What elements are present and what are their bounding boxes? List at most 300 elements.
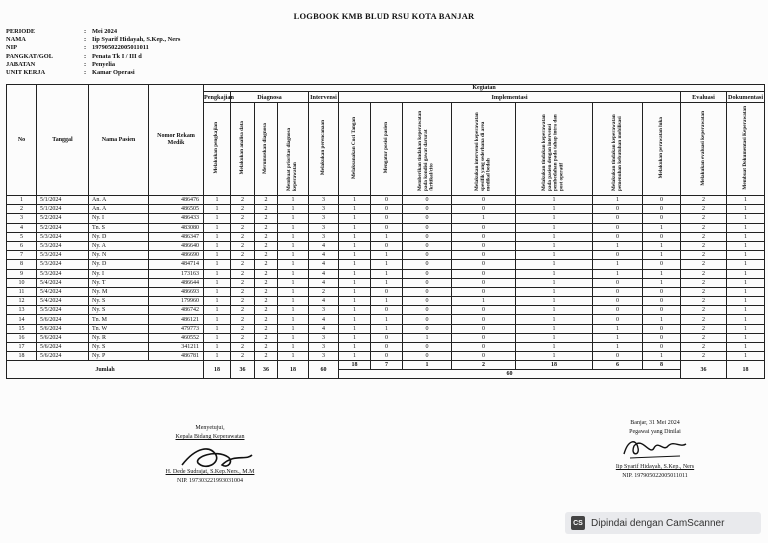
logbook-table [6, 84, 765, 379]
table-cell: An. A [89, 196, 149, 205]
table-cell: 4 [309, 324, 339, 333]
table-cell: 0 [643, 324, 681, 333]
signature-left-icon [176, 443, 256, 473]
table-cell: 1 [727, 196, 765, 205]
table-cell: 3 [309, 352, 339, 361]
table-cell: 1 [516, 214, 593, 223]
table-cell: 2 [255, 260, 278, 269]
table-cell: 0 [593, 214, 643, 223]
table-cell: 1 [204, 306, 231, 315]
table-cell: 0 [593, 297, 643, 306]
table-cell: 1 [278, 278, 309, 287]
info-row: PERIODE : Mei 2024 [6, 28, 118, 35]
table-cell: 0 [452, 223, 516, 232]
table-cell: Ny. I [89, 214, 149, 223]
table-cell: 0 [593, 278, 643, 287]
table-cell: Ny. S [89, 297, 149, 306]
table-cell: 0 [403, 251, 452, 260]
table-cell: 4 [309, 269, 339, 278]
table-cell: 4 [309, 315, 339, 324]
table-cell: 1 [643, 278, 681, 287]
table-cell: 1 [339, 278, 371, 287]
group-evaluasi: Evaluasi [681, 92, 727, 103]
table-cell: Ny. R [89, 333, 149, 342]
table-cell: 5/3/2024 [37, 241, 89, 250]
table-cell: 0 [452, 324, 516, 333]
table-cell: 1 [727, 269, 765, 278]
table-cell: 1 [516, 223, 593, 232]
table-cell: 2 [231, 287, 255, 296]
table-cell: 18 [7, 352, 37, 361]
table-cell: 2 [255, 315, 278, 324]
table-cell: 1 [516, 324, 593, 333]
total-cell: 8 [643, 361, 681, 370]
table-cell: 1 [516, 260, 593, 269]
table-cell: 1 [516, 269, 593, 278]
group-diagnosa: Diagnosa [231, 92, 309, 103]
signature-block-left: Menyetujui, Kepala Bidang Keperawatan H. Dede Sudrajat, S.Kep.Ners., M.M NIP. 197303221993031004 [140, 424, 280, 486]
table-cell: 0 [371, 343, 403, 352]
table-cell: 1 [339, 241, 371, 250]
table-row [7, 214, 765, 223]
table-cell: 1 [593, 196, 643, 205]
table-cell: 1 [204, 223, 231, 232]
table-cell: 0 [403, 260, 452, 269]
table-cell: 1 [727, 324, 765, 333]
table-cell: 1 [339, 324, 371, 333]
table-cell: 4 [309, 260, 339, 269]
table-cell: 2 [7, 205, 37, 214]
table-cell: 0 [371, 352, 403, 361]
table-cell: 5/1/2024 [37, 196, 89, 205]
table-row [7, 333, 765, 342]
table-cell: 1 [339, 297, 371, 306]
table-cell: 2 [231, 343, 255, 352]
group-dokumentasi: Dokumentasi [727, 93, 764, 101]
table-cell: 2 [255, 232, 278, 241]
table-cell: 15 [7, 324, 37, 333]
table-cell: 3 [309, 214, 339, 223]
table-cell: 2 [255, 205, 278, 214]
table-cell: 1 [727, 232, 765, 241]
table-cell: 2 [309, 287, 339, 296]
table-cell: 4 [309, 251, 339, 260]
table-cell: 6 [7, 241, 37, 250]
table-cell: 0 [403, 232, 452, 241]
table-cell: 2 [681, 306, 727, 315]
table-cell: 1 [452, 214, 516, 223]
table-cell: 0 [371, 205, 403, 214]
table-cell: 5/2/2024 [37, 223, 89, 232]
info-row: JABATAN : Penyelia [6, 60, 116, 68]
table-cell: 1 [278, 297, 309, 306]
table-cell: 1 [643, 241, 681, 250]
table-cell: 5/3/2024 [37, 232, 89, 241]
table-cell: 0 [643, 205, 681, 214]
table-cell: 1 [339, 315, 371, 324]
table-cell: 1 [278, 251, 309, 260]
table-cell: 0 [452, 196, 516, 205]
table-cell: 2 [681, 297, 727, 306]
table-cell: 2 [231, 324, 255, 333]
table-cell: 1 [278, 343, 309, 352]
table-cell: 2 [255, 324, 278, 333]
subheader-cell: Membuat prioritas diagnosa keperawatan [278, 103, 309, 196]
table-cell: 5/1/2024 [37, 205, 89, 214]
table-cell: 0 [403, 287, 452, 296]
subheader-cell: Melakukan pengkajian [204, 103, 231, 196]
table-row [7, 343, 765, 352]
table-cell: 0 [593, 315, 643, 324]
table-cell: 1 [339, 196, 371, 205]
table-cell: 1 [371, 297, 403, 306]
table-cell: 3 [309, 232, 339, 241]
subheader-cell: Mengatur posisi pasien [371, 103, 403, 196]
table-cell: 0 [452, 306, 516, 315]
table-cell: 1 [727, 306, 765, 315]
table-cell: 1 [516, 333, 593, 342]
table-cell: 2 [255, 251, 278, 260]
table-cell: Ny. N [89, 251, 149, 260]
table-cell: 1 [278, 260, 309, 269]
table-cell: 2 [681, 196, 727, 205]
table-cell: 1 [727, 343, 765, 352]
table-cell: 2 [255, 306, 278, 315]
col-no-header: No [7, 85, 37, 196]
totals-row [7, 361, 765, 370]
table-cell: 4 [309, 241, 339, 250]
table-cell: 1 [371, 232, 403, 241]
table-cell: 341211 [149, 343, 204, 352]
table-cell: 5/3/2024 [37, 269, 89, 278]
table-cell: 1 [593, 343, 643, 352]
table-cell: 3 [309, 196, 339, 205]
table-cell: 1 [339, 287, 371, 296]
table-cell: 4 [7, 223, 37, 232]
table-cell: 17 [7, 343, 37, 352]
table-row [7, 278, 765, 287]
table-cell: 0 [403, 205, 452, 214]
table-cell: Ny. T [89, 278, 149, 287]
table-cell: 5 [7, 232, 37, 241]
table-cell: 0 [452, 287, 516, 296]
table-cell: 483080 [149, 223, 204, 232]
table-cell: 1 [339, 214, 371, 223]
table-row [7, 260, 765, 269]
table-cell: 2 [231, 251, 255, 260]
table-cell: 1 [516, 278, 593, 287]
table-cell: 5/4/2024 [37, 278, 89, 287]
table-cell: 16 [7, 333, 37, 342]
subheader-cell: Membuat Dokumentasi Keperawatan [727, 103, 765, 196]
table-cell: 1 [727, 352, 765, 361]
table-row [7, 306, 765, 315]
table-cell: 1 [204, 232, 231, 241]
table-cell: 1 [516, 306, 593, 315]
jumlah-label: Jumlah [7, 361, 204, 379]
table-cell: 4 [309, 297, 339, 306]
table-cell: 0 [593, 352, 643, 361]
table-cell: 486742 [149, 306, 204, 315]
table-cell: 0 [403, 196, 452, 205]
table-cell: 0 [593, 205, 643, 214]
table-cell: 0 [643, 214, 681, 223]
info-row: PANGKAT/GOL : Penata Tk I / III d [6, 52, 142, 60]
table-cell: 0 [452, 333, 516, 342]
subheader-cell: Melakukan intervensi keperawatan spesifik yang sederhana di area medikal bedah [452, 103, 516, 196]
table-cell: 1 [643, 223, 681, 232]
table-cell: 1 [278, 352, 309, 361]
table-cell: 1 [204, 333, 231, 342]
table-cell: 5/4/2024 [37, 297, 89, 306]
table-cell: 1 [278, 205, 309, 214]
total-cell: 18 [516, 361, 593, 370]
table-cell: 2 [255, 278, 278, 287]
table-cell: 486781 [149, 352, 204, 361]
table-cell: 0 [403, 324, 452, 333]
table-cell: Ny. D [89, 260, 149, 269]
table-cell: 2 [231, 269, 255, 278]
table-cell: 1 [278, 269, 309, 278]
table-cell: 0 [371, 223, 403, 232]
table-cell: 0 [403, 352, 452, 361]
total-cell: 60 [309, 361, 339, 379]
table-cell: 1 [278, 315, 309, 324]
table-cell: Ny. D [89, 232, 149, 241]
table-cell: 0 [452, 251, 516, 260]
table-cell: 1 [371, 269, 403, 278]
table-cell: 0 [371, 214, 403, 223]
table-cell: 1 [371, 315, 403, 324]
table-cell: 2 [681, 315, 727, 324]
table-cell: 2 [231, 205, 255, 214]
table-cell: 1 [727, 214, 765, 223]
table-cell: 1 [371, 278, 403, 287]
table-cell: 0 [643, 287, 681, 296]
table-cell: 1 [204, 241, 231, 250]
table-cell: 2 [681, 269, 727, 278]
table-cell: 0 [452, 315, 516, 324]
table-cell: 1 [278, 241, 309, 250]
table-cell: 2 [231, 260, 255, 269]
table-cell: Ny. P [89, 352, 149, 361]
table-cell: 0 [593, 306, 643, 315]
table-cell: Tn. W [89, 324, 149, 333]
table-cell: 1 [593, 324, 643, 333]
table-cell: 1 [204, 278, 231, 287]
info-row: UNIT KERJA : Kamar Operasi [6, 69, 135, 77]
table-cell: 2 [231, 214, 255, 223]
signer-nip-left: NIP. 197303221993031004 [176, 478, 243, 484]
table-cell: 2 [255, 269, 278, 278]
table-cell: 0 [452, 241, 516, 250]
table-cell: 2 [231, 297, 255, 306]
table-cell: 484714 [149, 260, 204, 269]
table-cell: 0 [643, 196, 681, 205]
table-cell: 1 [727, 297, 765, 306]
table-cell: 1 [339, 205, 371, 214]
table-cell: 1 [371, 251, 403, 260]
table-cell: 1 [371, 260, 403, 269]
table-cell: 1 [593, 269, 643, 278]
table-cell: 1 [204, 269, 231, 278]
table-cell: 0 [371, 196, 403, 205]
table-cell: 0 [452, 269, 516, 278]
table-cell: 1 [727, 241, 765, 250]
group-pengkajian: Pengkajian [204, 93, 234, 101]
table-cell: 1 [516, 251, 593, 260]
table-cell: 13 [7, 306, 37, 315]
table-cell: 1 [727, 315, 765, 324]
table-cell: 0 [452, 205, 516, 214]
table-cell: 2 [231, 223, 255, 232]
col-nama-header: Nama Pasien [89, 85, 149, 196]
camscanner-icon: CS [571, 516, 585, 530]
table-cell: 3 [309, 223, 339, 232]
table-cell: 3 [309, 333, 339, 342]
table-cell: 5/4/2024 [37, 287, 89, 296]
table-cell: 0 [403, 343, 452, 352]
table-cell: 0 [452, 278, 516, 287]
table-cell: Ny. S [89, 306, 149, 315]
table-cell: 0 [593, 232, 643, 241]
table-cell: 1 [278, 287, 309, 296]
table-cell: 1 [643, 352, 681, 361]
table-row [7, 232, 765, 241]
table-cell: 1 [727, 260, 765, 269]
table-cell: 3 [309, 205, 339, 214]
table-row [7, 251, 765, 260]
table-cell: 460552 [149, 333, 204, 342]
table-cell: 5/6/2024 [37, 324, 89, 333]
table-cell: 1 [727, 223, 765, 232]
table-cell: 8 [7, 260, 37, 269]
table-cell: 486640 [149, 241, 204, 250]
signer-name-left: H. Dede Sudrajat, S.Kep.Ners., M.M [165, 469, 255, 475]
table-cell: 0 [371, 287, 403, 296]
subheader-cell: Melakukan evaluasi keperawatan [681, 103, 727, 196]
table-cell: 1 [339, 223, 371, 232]
table-cell: 2 [681, 343, 727, 352]
table-cell: 3 [309, 343, 339, 352]
table-cell: 486433 [149, 214, 204, 223]
subheader-cell: Melakukan perawatan luka [643, 103, 681, 196]
total-cell: 18 [278, 361, 309, 379]
table-cell: 1 [204, 214, 231, 223]
table-cell: 1 [727, 287, 765, 296]
table-cell: 1 [204, 297, 231, 306]
table-cell: 2 [231, 333, 255, 342]
table-cell: 0 [403, 214, 452, 223]
table-cell: 1 [727, 205, 765, 214]
table-cell: 11 [7, 287, 37, 296]
table-cell: 486644 [149, 278, 204, 287]
table-cell: 1 [339, 260, 371, 269]
table-cell: 12 [7, 297, 37, 306]
subheader-cell: Melakukan perencanaan [309, 103, 339, 196]
table-cell: 0 [643, 232, 681, 241]
table-cell: 1 [339, 352, 371, 361]
total-cell: 6 [593, 361, 643, 370]
table-cell: 486505 [149, 205, 204, 214]
table-cell: 1 [339, 251, 371, 260]
table-cell: Ny. I [89, 269, 149, 278]
table-cell: 5/6/2024 [37, 333, 89, 342]
total-cell: 18 [727, 361, 765, 379]
table-cell: 1 [643, 315, 681, 324]
table-cell: 1 [278, 214, 309, 223]
table-cell: 0 [452, 260, 516, 269]
table-cell: 5/6/2024 [37, 315, 89, 324]
table-cell: 1 [278, 232, 309, 241]
table-cell: 0 [593, 223, 643, 232]
table-cell: Ny. A [89, 241, 149, 250]
table-cell: 2 [681, 352, 727, 361]
table-row [7, 297, 765, 306]
table-cell: 4 [309, 278, 339, 287]
table-cell: 1 [339, 269, 371, 278]
subheader-cell: Melakukan analisa data [231, 103, 255, 196]
table-cell: 0 [643, 260, 681, 269]
table-cell: 2 [255, 241, 278, 250]
table-cell: 5/3/2024 [37, 251, 89, 260]
table-cell: 1 [339, 232, 371, 241]
table-row [7, 315, 765, 324]
table-cell: 0 [403, 269, 452, 278]
table-cell: 1 [204, 343, 231, 352]
table-cell: 1 [278, 196, 309, 205]
table-cell: 1 [278, 306, 309, 315]
table-cell: 1 [278, 223, 309, 232]
table-cell: 1 [204, 324, 231, 333]
table-cell: 9 [7, 269, 37, 278]
table-cell: 2 [681, 287, 727, 296]
table-cell: 5/5/2024 [37, 306, 89, 315]
table-cell: 1 [516, 315, 593, 324]
subheader-cell: Merumuskan diagnosa [255, 103, 278, 196]
table-row [7, 269, 765, 278]
signer-name-right: Iip Syarif Hidayah, S.Kep., Ners [615, 464, 695, 470]
table-cell: 2 [231, 241, 255, 250]
table-cell: 1 [516, 232, 593, 241]
table-cell: 179960 [149, 297, 204, 306]
signer-nip-right: NIP. 197905022005011011 [622, 473, 688, 479]
table-cell: 1 [278, 333, 309, 342]
table-row [7, 287, 765, 296]
table-cell: 0 [593, 251, 643, 260]
info-row: NAMA : Iip Syarif Hidayah, S.Kep., Ners [6, 36, 181, 44]
table-cell: 1 [403, 333, 452, 342]
table-cell: 0 [403, 278, 452, 287]
table-cell: 173163 [149, 269, 204, 278]
table-cell: 2 [231, 278, 255, 287]
table-cell: Tn. S [89, 223, 149, 232]
table-cell: 1 [727, 251, 765, 260]
table-cell: 1 [204, 315, 231, 324]
employee-info [6, 28, 180, 77]
table-cell: 0 [643, 343, 681, 352]
table-cell: 1 [516, 196, 593, 205]
total-cell: 36 [255, 361, 278, 379]
table-cell: 1 [204, 251, 231, 260]
table-cell: 2 [681, 278, 727, 287]
table-cell: 2 [231, 232, 255, 241]
table-cell: 7 [7, 251, 37, 260]
table-cell: 1 [339, 306, 371, 315]
table-cell: An. A [89, 205, 149, 214]
table-cell: 1 [516, 241, 593, 250]
table-cell: 0 [452, 232, 516, 241]
